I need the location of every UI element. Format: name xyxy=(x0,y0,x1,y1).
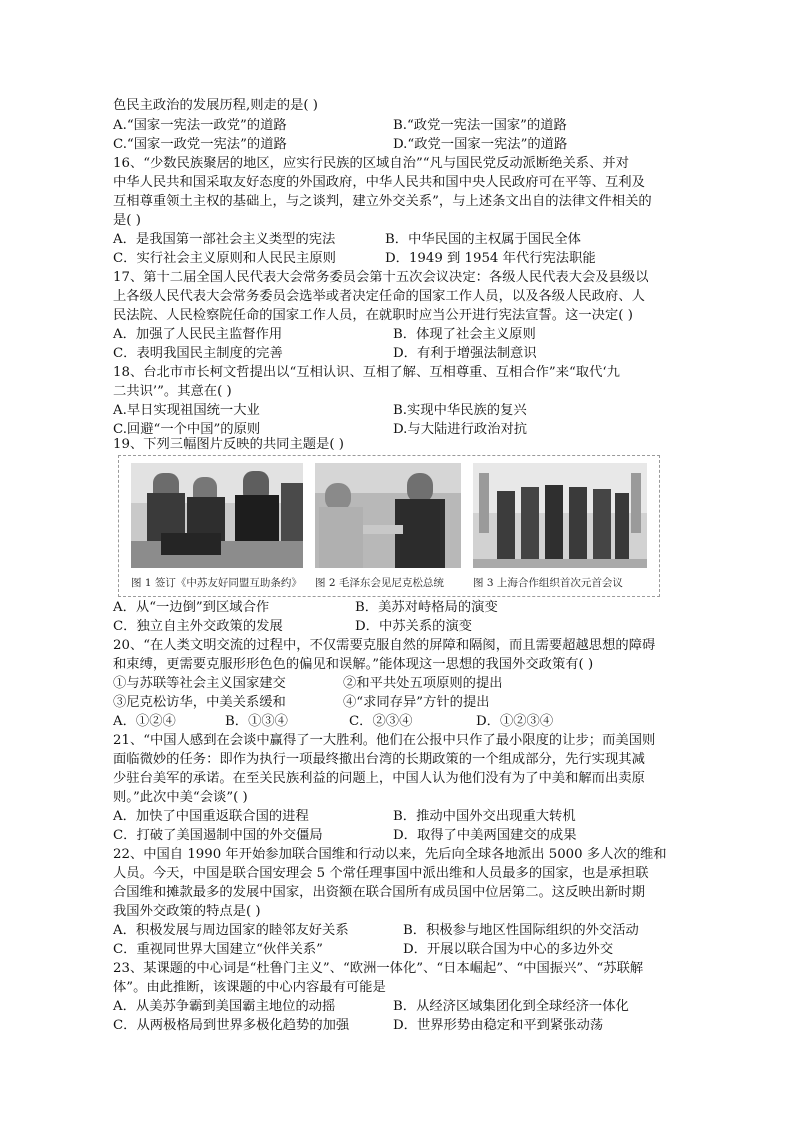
q19-option-d[interactable]: D．中苏关系的演变 xyxy=(355,619,473,634)
caption-fig3: 图 3 上海合作组织首次元首会议 xyxy=(473,577,623,589)
q16-option-c[interactable]: C．实行社会主义原则和人民民主原则 xyxy=(113,251,336,266)
caption-fig1: 图 1 签订《中苏友好同盟互助条约》 xyxy=(131,577,302,589)
q22-option-d[interactable]: D．开展以联合国为中心的多边外交 xyxy=(403,942,614,957)
q23-option-d[interactable]: D．世界形势由稳定和平到紧张动荡 xyxy=(393,1018,604,1033)
q16-stem-line-2: 中华人民共和国采取友好态度的外国政府，中华人民共和国中央人民政府可在平等、互利及 xyxy=(113,175,645,190)
q15-option-b[interactable]: B.“政党一宪法一国家”的道路 xyxy=(393,118,567,133)
q19-option-c[interactable]: C．独立自主外交政策的发展 xyxy=(113,619,283,634)
q21-stem-line-1: 21、“中国人感到在会谈中赢得了一大胜利。他们在公报中只作了最小限度的让步；而美国则 xyxy=(113,733,656,748)
q18-option-d[interactable]: D.与大陆进行政治对抗 xyxy=(393,422,528,437)
q18-stem-line-1: 18、台北市市长柯文哲提出以“互相认识、互相了解、互相尊重、互相合作”来“取代‘九 xyxy=(113,365,620,380)
q19-stem: 19、下列三幅图片反映的共同主题是( ) xyxy=(113,437,344,452)
q19-option-a[interactable]: A．从“一边倒”到区域合作 xyxy=(113,600,270,615)
q17-option-a[interactable]: A．加强了人民民主监督作用 xyxy=(113,327,283,342)
q21-stem-line-3: 少驻台美军的承诺。在至关民族利益的问题上，中国人认为他们没有为了中美和解而出卖原 xyxy=(113,771,645,786)
q20-item-3: ③尼克松访华，中美关系缓和 xyxy=(113,695,286,710)
q20-option-a[interactable]: A．①②④ xyxy=(113,714,176,729)
q20-stem-line-2: 和束缚，更需要克服形形色色的偏见和误解。”能体现这一思想的我国外交政策有( ) xyxy=(113,657,594,672)
q21-option-a[interactable]: A．加快了中国重返联合国的进程 xyxy=(113,809,309,824)
q22-stem-line-3: 合国维和摊款最多的发展中国家，出资额在联合国所有成员国中位居第二。这反映出新时期 xyxy=(113,885,645,900)
photo-sco-summit xyxy=(473,463,647,568)
q18-option-c[interactable]: C.回避“一个中国”的原则 xyxy=(113,422,261,437)
photo-treaty-signing xyxy=(131,463,303,568)
q23-stem-line-2: 体”。由此推断，该课题的中心内容最有可能是 xyxy=(113,980,386,995)
q15-option-d[interactable]: D.“政党一国家一宪法”的道路 xyxy=(393,137,568,152)
q16-stem-line-1: 16、“少数民族聚居的地区，应实行民族的区域自治”“凡与国民党反动派断绝关系、并对 xyxy=(113,156,629,171)
q20-item-4: ④“求同存异”方针的提出 xyxy=(343,695,490,710)
q18-stem-line-2: 二共识’”。其意在( ) xyxy=(113,384,232,399)
q21-stem-line-2: 面临微妙的任务：即作为执行一项最终撤出台湾的长期政策的一个组成部分，先行实现其减 xyxy=(113,752,645,767)
q21-option-d[interactable]: D．取得了中美两国建交的成果 xyxy=(393,828,577,843)
q23-option-b[interactable]: B．从经济区域集团化到全球经济一体化 xyxy=(393,999,629,1014)
q21-stem-line-4: 则。”此次中美“会谈”( ) xyxy=(113,790,248,805)
q16-stem-line-3: 互相尊重领土主权的基础上，与之谈判，建立外交关系”，与上述条文出自的法律文件相关的 xyxy=(113,194,652,209)
q21-option-c[interactable]: C．打破了美国遏制中国的外交僵局 xyxy=(113,828,323,843)
q22-option-a[interactable]: A．积极发展与周边国家的睦邻友好关系 xyxy=(113,923,349,938)
q17-option-c[interactable]: C．表明我国民主制度的完善 xyxy=(113,346,283,361)
q20-item-1: ①与苏联等社会主义国家建交 xyxy=(113,676,286,691)
q18-option-b[interactable]: B.实现中华民族的复兴 xyxy=(393,403,527,418)
q20-option-d[interactable]: D．①②③④ xyxy=(476,714,554,729)
q17-option-b[interactable]: B．体现了社会主义原则 xyxy=(393,327,536,342)
q23-option-a[interactable]: A．从美苏争霸到美国霸主地位的动摇 xyxy=(113,999,336,1014)
q16-option-d[interactable]: D．1949 到 1954 年代行宪法职能 xyxy=(385,251,596,266)
q15-option-a[interactable]: A.“国家一宪法一政党”的道路 xyxy=(113,118,287,133)
q23-option-c[interactable]: C．从两极格局到世界多极化趋势的加强 xyxy=(113,1018,350,1033)
q19-figure-group xyxy=(118,455,660,597)
q16-stem-line-4: 是( ) xyxy=(113,213,141,228)
q17-stem-line-1: 17、第十二届全国人民代表大会常务委员会第十五次会议决定：各级人民代表大会及县级以 xyxy=(113,270,649,285)
q17-stem-line-2: 上各级人民代表大会常务委员会选举或者决定任命的国家工作人员，以及各级人民政府、人 xyxy=(113,289,645,304)
q20-item-2: ②和平共处五项原则的提出 xyxy=(343,676,503,691)
q20-stem-line-1: 20、“在人类文明交流的过程中，不仅需要克服自然的屏障和隔阂，而且需要超越思想的障碍 xyxy=(113,638,656,653)
q23-stem-line-1: 23、某课题的中心词是“杜鲁门主义”、“欧洲一体化”、“日本崛起”、“中国振兴”、“苏联解 xyxy=(113,961,644,976)
photo-mao-nixon-handshake xyxy=(315,463,461,568)
q19-option-b[interactable]: B．美苏对峙格局的演变 xyxy=(355,600,498,615)
q22-stem-line-1: 22、中国自 1990 年开始参加联合国维和行动以来，先后向全球各地派出 5000 多人次的维和 xyxy=(113,847,667,862)
q15-stem-tail: 色民主政治的发展历程,则走的是( ) xyxy=(113,98,318,113)
q21-option-b[interactable]: B．推动中国外交出现重大转机 xyxy=(393,809,576,824)
q20-option-b[interactable]: B．①③④ xyxy=(225,714,288,729)
q15-option-c[interactable]: C.“国家一政党一宪法”的道路 xyxy=(113,137,287,152)
q17-stem-line-3: 民法院、人民检察院任命的国家工作人员，在就职时应当公开进行宪法宣誓。这一决定( ) xyxy=(113,308,633,323)
q20-option-c[interactable]: C．②③④ xyxy=(349,714,413,729)
q18-option-a[interactable]: A.早日实现祖国统一大业 xyxy=(113,403,260,418)
q22-stem-line-4: 我国外交政策的特点是( ) xyxy=(113,904,261,919)
q16-option-b[interactable]: B．中华民国的主权属于国民全体 xyxy=(385,232,581,247)
q16-option-a[interactable]: A．是我国第一部社会主义类型的宪法 xyxy=(113,232,336,247)
q22-stem-line-2: 人员。今天，中国是联合国安理会 5 个常任理事国中派出维和人员最多的国家，也是承担联 xyxy=(113,866,649,881)
q17-option-d[interactable]: D．有利于增强法制意识 xyxy=(393,346,537,361)
q22-option-c[interactable]: C．重视同世界大国建立“伙伴关系” xyxy=(113,942,323,957)
q22-option-b[interactable]: B．积极参与地区性国际组织的外交活动 xyxy=(403,923,639,938)
caption-fig2: 图 2 毛泽东会见尼克松总统 xyxy=(315,577,444,589)
